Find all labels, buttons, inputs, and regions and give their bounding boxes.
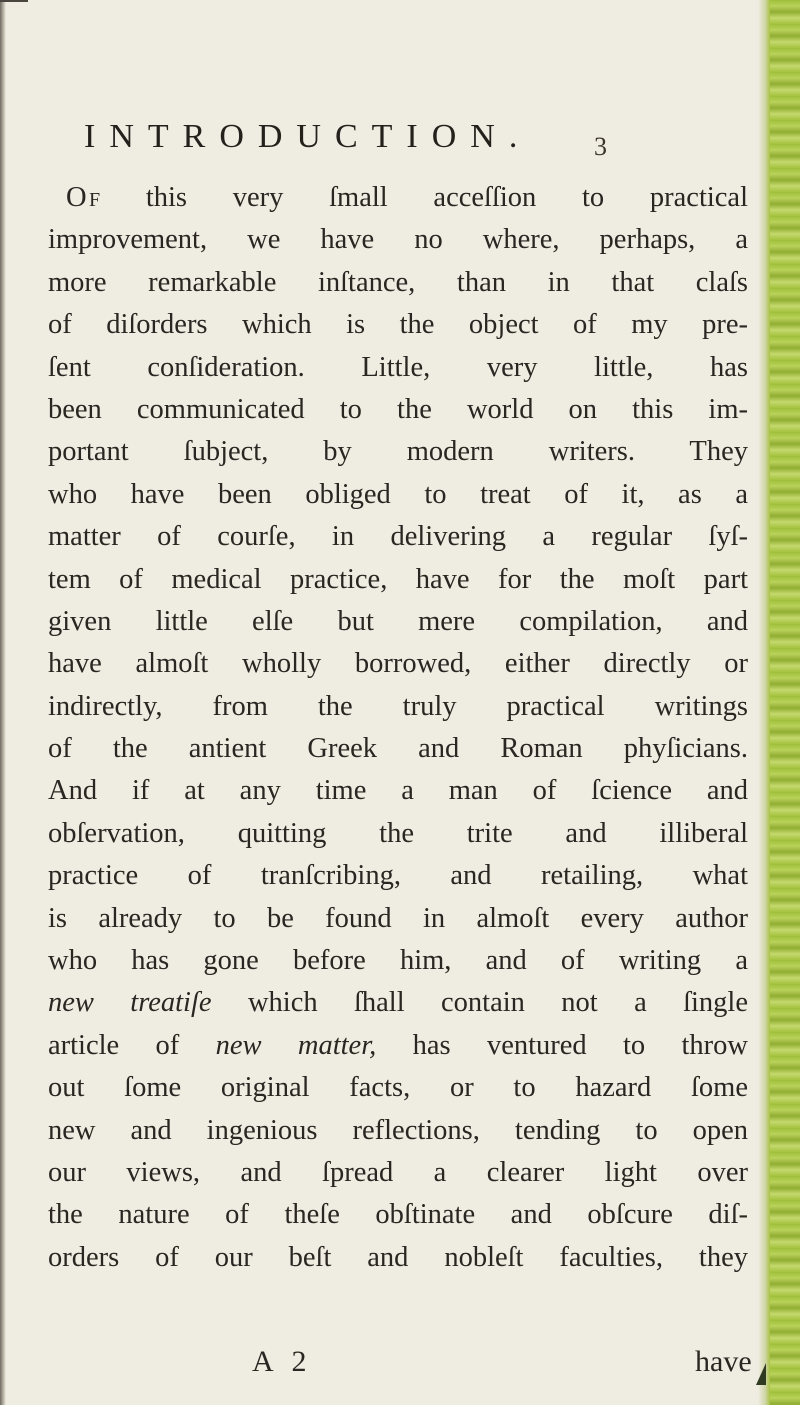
text-line-16: obſervation, quitting the trite and illiberal <box>48 817 748 849</box>
text-line-8: who have been obliged to treat of it, as a <box>48 478 748 510</box>
text-line-24: our views, and ſpread a clearer light over <box>48 1156 748 1188</box>
page-top-rule <box>0 0 28 2</box>
text-line-10: tem of medical practice, have for the moſt part <box>48 563 748 595</box>
page-number: 3 <box>594 132 607 161</box>
text-line-2: improvement, we have no where, perhaps, a <box>48 224 748 256</box>
text-line-26: orders of our beſt and nobleſt faculties, they <box>48 1241 748 1273</box>
line-20-rest: which ſhall contain not a ſingle <box>247 987 748 1019</box>
text-line-1 <box>48 177 748 219</box>
text-line-4: of diſorders which is the object of my pre- <box>48 309 748 341</box>
small-cap-letter: f <box>88 182 101 213</box>
text-line-22: out ſome original facts, or to hazard ſome <box>48 1072 748 1104</box>
text-line-3: more remarkable inſtance, than in that claſs <box>48 266 748 298</box>
book-edge-green <box>770 0 800 1405</box>
italic-new-matter: new matter, <box>215 1029 377 1061</box>
text-line-23: new and ingenious reflections, tending to open <box>48 1114 748 1146</box>
line-21-rest: has ventured to throw <box>412 1029 748 1061</box>
text-line-18: is already to be found in almoſt every author <box>48 902 748 934</box>
page-edge-shadow <box>758 0 770 1405</box>
page-fold-line <box>0 0 6 1405</box>
page-footer <box>48 1345 752 1385</box>
article-of-prefix: article of <box>48 1029 180 1061</box>
text-line-17: practice of tranſcribing, and retailing, what <box>48 860 748 892</box>
first-line-rest: this very ſmall acceſſion to practical <box>145 182 748 213</box>
text-line-15: And if at any time a man of ſcience and <box>48 775 748 807</box>
drop-initial: O <box>66 182 87 213</box>
running-head: INTRODUCTION. <box>84 118 532 155</box>
text-line-25: the nature of theſe obſtinate and obſcure diſ- <box>48 1199 748 1231</box>
italic-new-treatise: new treatiſe <box>48 987 212 1019</box>
text-line-21 <box>48 1025 748 1067</box>
text-line-7: portant ſubject, by modern writers. They <box>48 436 748 468</box>
text-line-5: ſent conſideration. Little, very little, has <box>48 351 748 383</box>
text-line-12: have almoſt wholly borrowed, either directly or <box>48 648 748 680</box>
text-line-13: indirectly, from the truly practical writings <box>48 690 748 722</box>
text-line-6: been communicated to the world on this im- <box>48 393 748 425</box>
catchword: have <box>695 1345 752 1378</box>
signature-mark: A 2 <box>252 1345 313 1378</box>
text-line-9: matter of courſe, in delivering a regular ſyſ- <box>48 521 748 553</box>
text-line-20 <box>48 982 748 1024</box>
page-header <box>84 118 644 168</box>
body-text <box>48 177 748 1279</box>
text-line-19: who has gone before him, and of writing a <box>48 945 748 977</box>
corner-mark-icon <box>756 1363 766 1385</box>
text-line-14: of the antient Greek and Roman phyſicians. <box>48 733 748 765</box>
text-line-11: given little elſe but mere compilation, and <box>48 605 748 637</box>
